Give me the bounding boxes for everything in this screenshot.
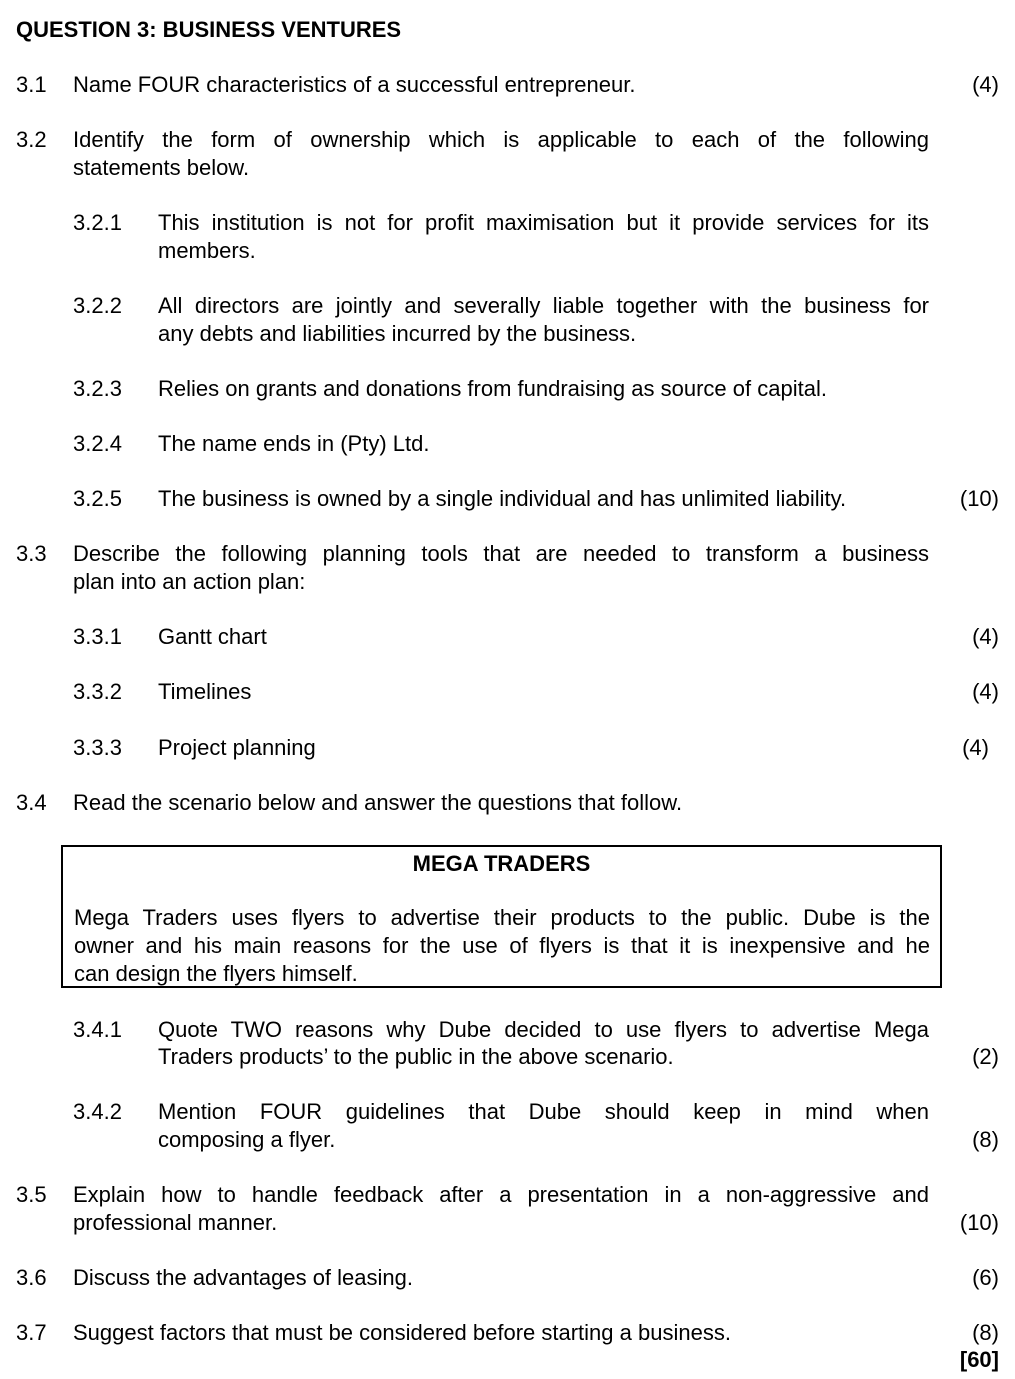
scenario-box: [61, 845, 942, 988]
question-marks: (4): [962, 735, 989, 760]
question-number: 3.3: [16, 541, 47, 566]
subquestion-text-line: Mention FOUR guidelines that Dube should keep in mind when: [158, 1099, 929, 1124]
subquestion-number: 3.3.3: [73, 735, 122, 760]
question-marks: (4): [972, 72, 999, 97]
subquestion-text-line: members.: [158, 238, 256, 263]
scenario-line: can design the flyers himself.: [74, 961, 358, 986]
subquestion-text-line: All directors are jointly and severally liable together with the business for: [158, 293, 929, 318]
subquestion-text: Relies on grants and donations from fundraising as source of capital.: [158, 376, 827, 401]
subquestion-number: 3.2.1: [73, 210, 122, 235]
subquestion-text: The name ends in (Pty) Ltd.: [158, 431, 430, 456]
question-text-line: plan into an action plan:: [73, 569, 306, 594]
question-marks: (6): [972, 1265, 999, 1290]
question-text: Discuss the advantages of leasing.: [73, 1265, 413, 1290]
scenario-line: Mega Traders uses flyers to advertise their products to the public. Dube is the: [74, 905, 930, 930]
subquestion-number: 3.2.4: [73, 431, 122, 456]
scenario-line: owner and his main reasons for the use of flyers is that it is inexpensive and he: [74, 933, 930, 958]
question-number: 3.6: [16, 1265, 47, 1290]
question-text: Suggest factors that must be considered before starting a business.: [73, 1320, 731, 1345]
question-marks: (10): [959, 1210, 999, 1235]
question-text-line: Describe the following planning tools that are needed to transform a business: [73, 541, 929, 566]
question-marks: (4): [972, 624, 999, 649]
question-marks: (4): [972, 679, 999, 704]
question-text: Name FOUR characteristics of a successful entrepreneur.: [73, 72, 636, 97]
subquestion-number: 3.3.2: [73, 679, 122, 704]
question-text: Read the scenario below and answer the questions that follow.: [73, 790, 683, 815]
subquestion-number: 3.2.5: [73, 486, 122, 511]
subquestion-text: Timelines: [158, 679, 252, 704]
subquestion-number: 3.3.1: [73, 624, 122, 649]
question-marks: (2): [972, 1044, 999, 1069]
question-heading: QUESTION 3: BUSINESS VENTURES: [16, 17, 402, 42]
question-number: 3.1: [16, 72, 47, 97]
subquestion-number: 3.2.3: [73, 376, 122, 401]
question-text-line: professional manner.: [73, 1210, 278, 1235]
scenario-title: MEGA TRADERS: [412, 851, 591, 876]
question-text-line: Identify the form of ownership which is applicable to each of the following: [73, 127, 929, 152]
question-number: 3.5: [16, 1182, 47, 1207]
subquestion-number: 3.4.2: [73, 1099, 122, 1124]
question-number: 3.7: [16, 1320, 47, 1345]
question-number: 3.2: [16, 127, 47, 152]
subquestion-number: 3.4.1: [73, 1017, 122, 1042]
question-number: 3.4: [16, 790, 47, 815]
question-marks: (8): [972, 1127, 999, 1152]
subquestion-text: Gantt chart: [158, 624, 267, 649]
subquestion-text-line: This institution is not for profit maximisation but it provide services for its: [158, 210, 929, 235]
subquestion-text-line: any debts and liabilities incurred by the business.: [158, 321, 637, 346]
scenario-text: [74, 904, 930, 988]
subquestion-text: Project planning: [158, 735, 316, 760]
subquestion-text: The business is owned by a single individual and has unlimited liability.: [158, 486, 847, 511]
subquestion-number: 3.2.2: [73, 293, 122, 318]
question-text-line: statements below.: [73, 155, 250, 180]
subquestion-text-line: Quote TWO reasons why Dube decided to use flyers to advertise Mega: [158, 1017, 929, 1042]
question-marks: (10): [959, 486, 999, 511]
subquestion-text-line: composing a flyer.: [158, 1127, 336, 1152]
total-marks: [60]: [959, 1347, 999, 1372]
question-text-line: Explain how to handle feedback after a presentation in a non-aggressive and: [73, 1182, 929, 1207]
subquestion-text-line: Traders products’ to the public in the above scenario.: [158, 1044, 674, 1069]
question-marks: (8): [972, 1320, 999, 1345]
